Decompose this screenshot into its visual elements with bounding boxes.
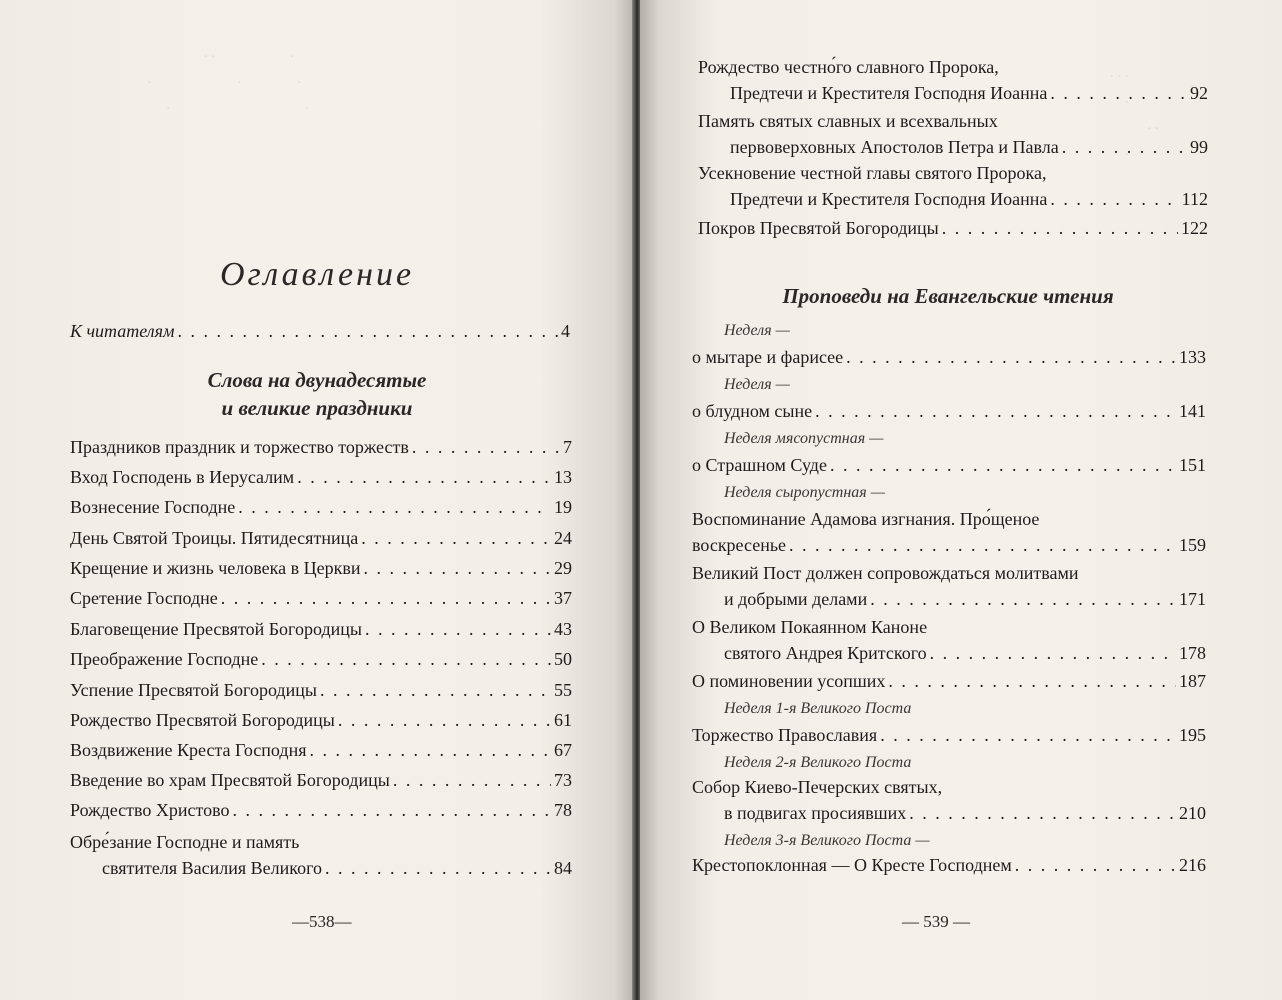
sermon-subtitle: Неделя 3-я Великого Поста — [724,832,930,849]
toc-entry[interactable]: Рождество Пресвятой Богородицы . . . 61 [70,707,572,733]
toc-entry[interactable]: Крещение и жизнь человека в Церкви . . . 29 [70,555,572,581]
toc-entry[interactable]: Усекновение честной главы святого Пророка, Предтечи и Крестителя Господня Иоанна . . . 112 [698,160,1208,212]
page-number-right: — 539 — [902,912,970,931]
toc-entry[interactable]: Сретение Господне . . . 37 [70,585,572,611]
toc-entry[interactable]: Праздников праздник и торжество торжеств . . . 7 [70,434,572,460]
page-title: Оглавление [219,256,415,293]
sermon-subtitle: Неделя 1-я Великого Поста [724,700,912,717]
right-page [640,0,1282,1000]
page-number-left: —538— [292,912,352,931]
toc-entry-intro[interactable]: К читателям . . . 4 [70,318,570,344]
toc-entry[interactable]: Рождество Христово . . . 78 [70,797,572,823]
toc-entry[interactable]: Собор Киево-Печерских святых, в подвигах просиявших . . . 210 [692,774,1206,826]
toc-entry[interactable]: о мытаре и фарисее . . . 133 [692,344,1206,370]
toc-entry[interactable]: Торжество Православия . . . 195 [692,722,1206,748]
left-page [0,0,634,1000]
toc-entry[interactable]: о блудном сыне . . . 141 [692,398,1206,424]
section-heading-feasts: Слова на двунадесятые и великие праздники [207,368,427,420]
toc-entry[interactable]: Воспоминание Адамова изгнания. Про́щеное воскресенье . . . 159 [692,506,1206,558]
toc-entry-circumcision[interactable]: Обре́зание Господне и память святителя Василия Великого . . . 84 [70,829,572,881]
toc-entry[interactable]: О Великом Покаянном Каноне святого Андрея Критского . . . 178 [692,614,1206,666]
toc-entry[interactable]: о Страшном Суде . . . 151 [692,452,1206,478]
toc-entry[interactable]: Рождество честно́го славного Пророка, Предтечи и Крестителя Господня Иоанна . . . 92 [698,54,1208,106]
toc-entry[interactable]: Преображение Господне . . . 50 [70,646,572,672]
toc-entry[interactable]: Благовещение Пресвятой Богородицы . . . 43 [70,616,572,642]
sermon-subtitle: Неделя — [724,322,790,339]
bleed-through-text: . . . . . . . [1110,65,1159,159]
toc-entry[interactable]: Успение Пресвятой Богородицы . . . 55 [70,677,572,703]
sermon-subtitle: Неделя — [724,376,790,393]
toc-entry[interactable]: Покров Пресвятой Богородицы . . . 122 [698,215,1208,241]
sermon-subtitle: Неделя 2-я Великого Поста [724,754,912,771]
toc-entry[interactable]: День Святой Троицы. Пятидесятница . . . 24 [70,525,572,551]
toc-entry[interactable]: Вознесение Господне . . . 19 [70,494,572,520]
toc-entry[interactable]: Введение во храм Пресвятой Богородицы . . . 73 [70,767,572,793]
toc-entry[interactable]: Крестопоклонная — О Кресте Господнем . . . 216 [692,852,1206,878]
toc-entry[interactable]: Память святых славных и всехвальных первоверховных Апостолов Петра и Павла . . . 99 [698,108,1208,160]
section-heading-sermons: Проповеди на Евангельские чтения [782,284,1114,308]
sermon-subtitle: Неделя мясопустная — [724,430,884,447]
toc-entry[interactable]: О поминовении усопших . . . 187 [692,668,1206,694]
sermon-subtitle: Неделя сыропустная — [724,484,885,501]
toc-entry[interactable]: Великий Пост должен сопровождаться молитвами и добрыми делами . . . 171 [692,560,1206,612]
bleed-through-text: . . . . . . . . [147,45,309,113]
toc-entry[interactable]: Вход Господень в Иерусалим . . . 13 [70,464,572,490]
toc-entry[interactable]: Воздвижение Креста Господня . . . 67 [70,737,572,763]
